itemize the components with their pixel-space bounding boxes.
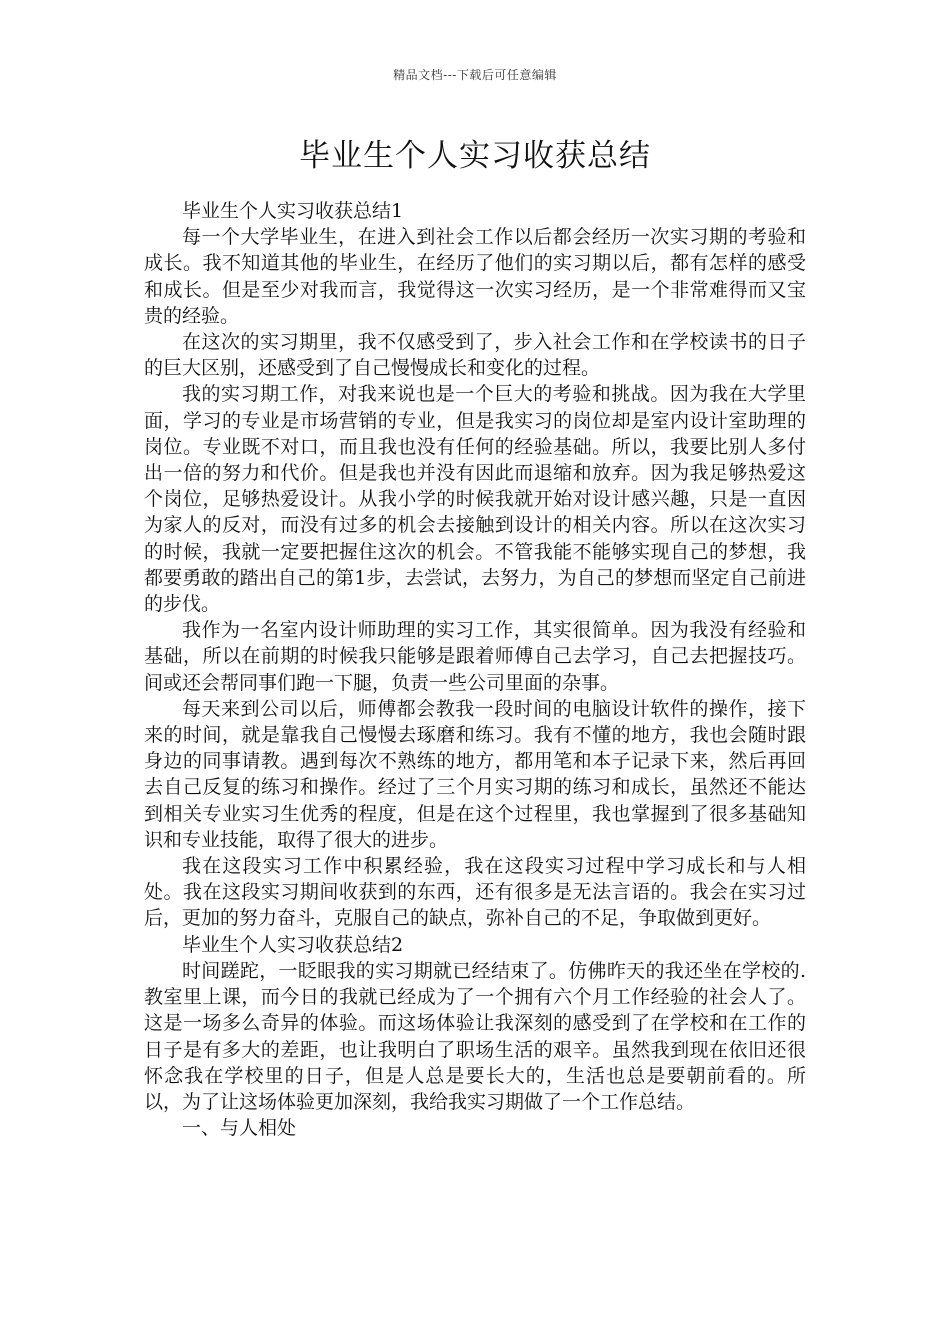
header-note: 精品文档---下载后可任意编辑 (393, 68, 557, 82)
document-body (144, 198, 806, 1141)
section-heading-2: 毕业生个人实习收获总结2 (182, 933, 404, 956)
paragraph: 时间蹉跎，一眨眼我的实习期就已经结束了。仿佛昨天的我还坐在学校的.教室里上课，而今日的我就已经成为了一个拥有六个月工作经验的社会人了。这是一场多么奇异的体验。而这场体验让我深刻的感受到了在学校和在工作的日子是有多大的差距，也让我明白了职场生活的艰辛。虽然我到现在依旧还很怀念我在学校里的日子，但是人总是要长大的，生活也总是要朝前看的。所以，为了让这场体验更加深刻，我给我实习期做了一个工作总结。 (144, 959, 806, 1113)
section-heading-1: 毕业生个人实习收获总结1 (182, 200, 404, 222)
paragraph: 我作为一名室内设计师助理的实习工作，其实很简单。因为我没有经验和基础，所以在前期的时候我只能够是跟着师傅自己去学习，自己去把握技巧。间或还会帮同事们跑一下腿，负责一些公司里面的杂事。 (144, 619, 806, 694)
paragraph: 在这次的实习期里，我不仅感受到了，步入社会工作和在学校读书的日子的巨大区别，还感受到了自己慢慢成长和变化的过程。 (144, 331, 806, 380)
paragraph: 我在这段实习工作中积累经验，我在这段实习过程中学习成长和与人相处。我在这段实习期间收获到的东西，还有很多是无法言语的。我会在实习过后，更加的努力奋斗，克服自己的缺点，弥补自己的不足，争取做到更好。 (144, 855, 806, 930)
document-title: 毕业生个人实习收获总结 (299, 138, 651, 174)
paragraph: 每天来到公司以后，师傅都会教我一段时间的电脑设计软件的操作，接下来的时间，就是靠我自己慢慢去琢磨和练习。我有不懂的地方，我也会随时跟身边的同事请教。遇到每次不熟练的地方，都用笔和本子记录下来，然后再回去自己反复的练习和操作。经过了三个月实习期的练习和成长，虽然还不能达到相关专业实习生优秀的程度，但是在这个过程里，我也掌握到了很多基础知识和专业技能，取得了很大的进步。 (144, 697, 806, 851)
paragraph: 每一个大学毕业生，在进入到社会工作以后都会经历一次实习期的考验和成长。我不知道其他的毕业生，在经历了他们的实习期以后，都有怎样的感受和成长。但是至少对我而言，我觉得这一次实习经历，是一个非常难得而又宝贵的经验。 (144, 226, 806, 327)
paragraph: 我的实习期工作，对我来说也是一个巨大的考验和挑战。因为我在大学里面，学习的专业是市场营销的专业，但是我实习的岗位却是室内设计室助理的岗位。专业既不对口，而且我也没有任何的经验基础。所以，我要比别人多付出一倍的努力和代价。但是我也并没有因此而退缩和放弃。因为我足够热爱这个岗位，足够热爱设计。从我小学的时候我就开始对设计感兴趣，只是一直因为家人的反对，而没有过多的机会去接触到设计的相关内容。所以在这次实习的时候，我就一定要把握住这次的机会。不管我能不能够实现自己的梦想，我都要勇敢的踏出自己的第1步，去尝试，去努力，为自己的梦想而坚定自己前进的步伐。 (144, 383, 806, 616)
subsection-heading: 一、与人相处 (182, 1117, 297, 1140)
